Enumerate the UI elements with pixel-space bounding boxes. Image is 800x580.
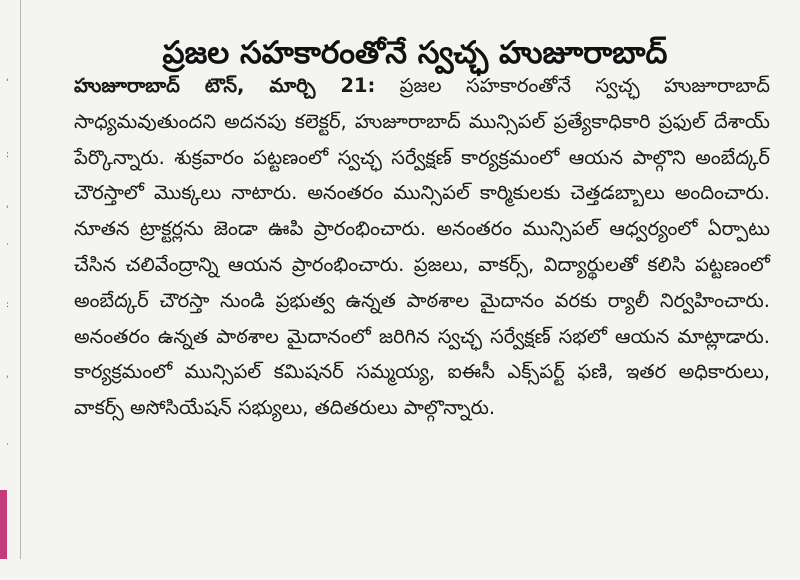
article-body xyxy=(74,68,770,426)
margin-mark: : xyxy=(6,150,10,160)
margin-mark: · xyxy=(6,440,9,450)
margin-mark: ' xyxy=(6,205,9,215)
article-text: ప్రజల సహకారంతోనే స్వచ్ఛ హుజూరాబాద్ సాధ్యమవుతుందని అదనపు కలెక్టర్, హుజూరాబాద్ మున్సిపల్ ప్రత్యేకాధికారి ప్రఫుల్ దేశాయ్ పేర్కొన్నారు. శుక్రవారం పట్టణంలో స్వచ్ఛ సర్వేక్షణ్ కార్యక్రమంలో ఆయన పాల్గొని అంబేద్కర్ చౌరస్తాలో మొక్కలు నాటారు. అనంతరం మున్సిపల్ కార్మికులకు చెత్తడబ్బాలు అందించారు. నూతన ట్రాక్టర్లను జెండా ఊపి ప్రారంభించారు. అనంతరం మున్సిపల్ ఆధ్వర్యంలో ఏర్పాటు చేసిన చలివేంద్రాన్ని ఆయన ప్రారంభించారు. ప్రజలు, వాకర్స్, విద్యార్థులతో కలిసి పట్టణంలో అంబేద్కర్ చౌరస్తా నుండి ప్రభుత్వ ఉన్నత పాఠశాల మైదానం వరకు ర్యాలీ నిర్వహించారు. అనంతరం ఉన్నత పాఠశాల మైదానంలో జరిగిన స్వచ్ఛ సర్వేక్షణ్ సభలో ఆయన మాట్లాడారు. కార్యక్రమంలో మున్సిపల్ కమిషనర్ సమ్మయ్య, ఐఈసీ ఎక్స్‌పర్ట్ ఫణి, ఇతర అధికారులు, వాకర్స్ అసోసియేషన్ సభ్యులు, తదితరులు పాల్గొన్నారు. xyxy=(74,74,770,420)
margin-mark: ' xyxy=(6,78,9,88)
article-headline: ప్రజల సహకారంతోనే స్వచ్ఛ హుజూరాబాద్ xyxy=(162,34,668,71)
margin-mark: · xyxy=(6,240,9,250)
margin-mark: : xyxy=(6,300,10,310)
left-margin-strip xyxy=(0,0,21,559)
next-article-headline-cropped xyxy=(90,540,770,580)
margin-color-bar xyxy=(0,490,7,559)
article-dateline: హుజూరాబాద్ టౌన్, మార్చి 21: xyxy=(74,74,376,97)
margin-mark: ' xyxy=(6,375,9,385)
